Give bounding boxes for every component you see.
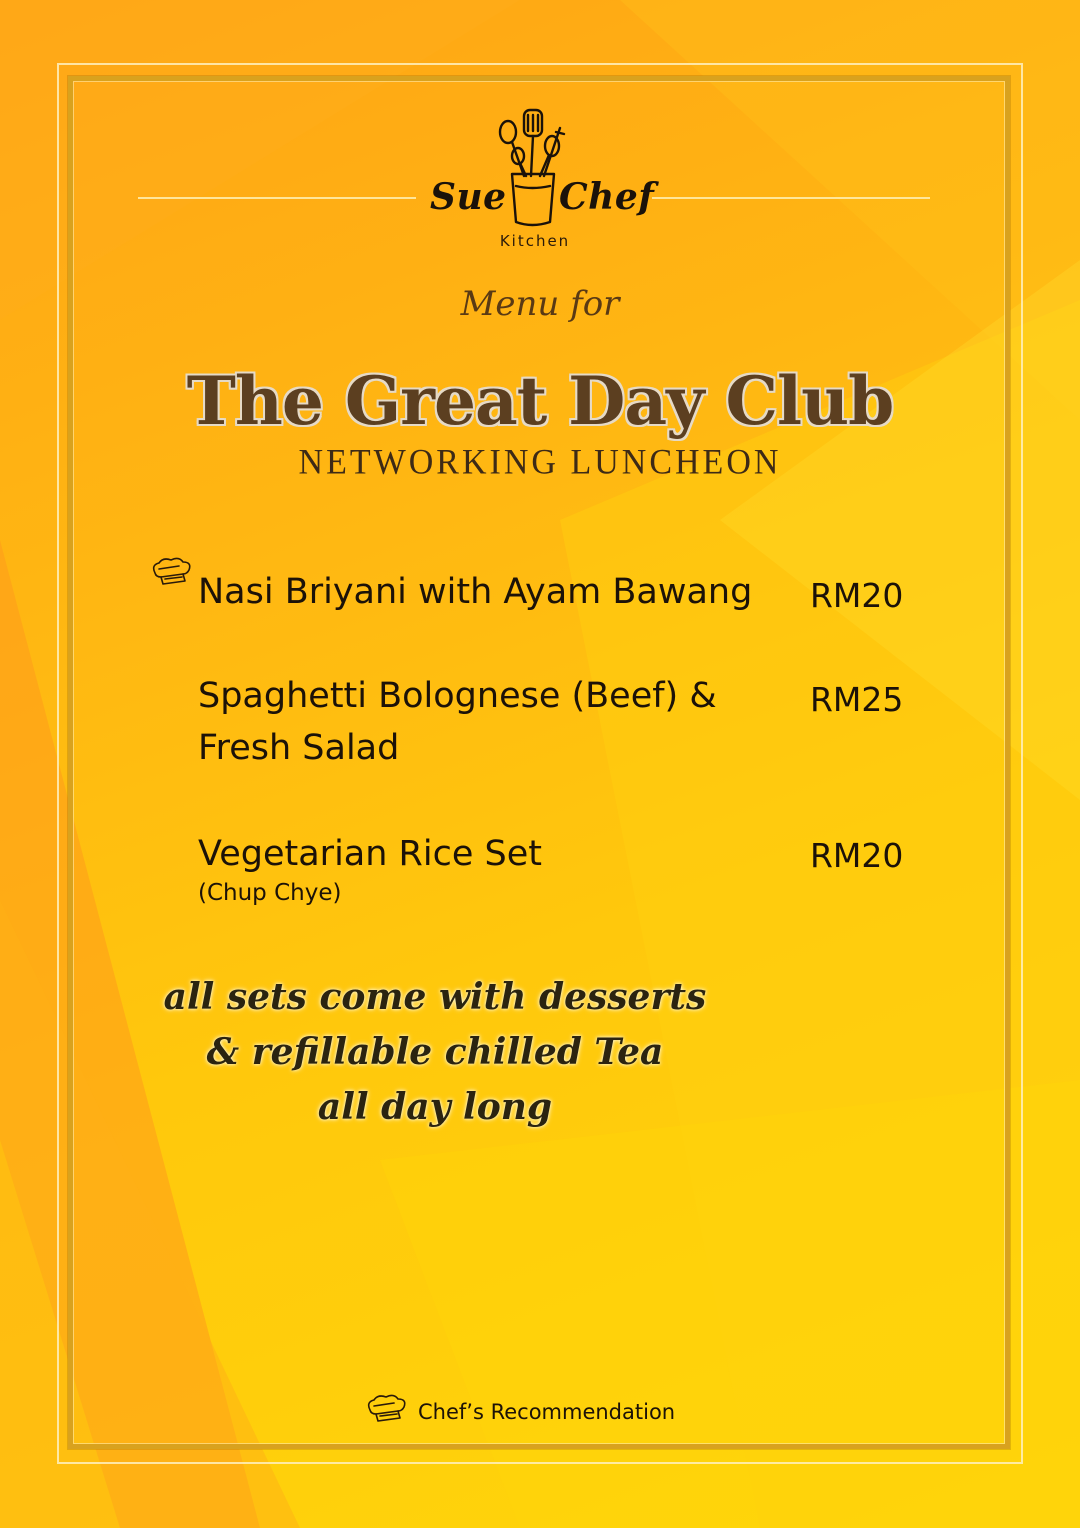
menu-item-note: (Chup Chye) [198,880,342,906]
header-rule-left [138,197,416,199]
brand-subtitle: Kitchen [499,232,571,250]
inclusions-note [150,970,720,1135]
brand-name-left: Sue [430,176,507,218]
page-title: The Great Day Club [186,362,894,440]
menu-item-name-line: Spaghetti Bolognese (Beef) & [198,676,717,716]
menu-item-price: RM25 [810,680,904,719]
chef-hat-icon [149,557,195,587]
menu-item-name: Nasi Briyani with Ayam Bawang [198,572,753,612]
menu-for-heading: Menu for [460,284,620,324]
inclusions-line: all sets come with desserts [163,976,707,1018]
inclusions-line: all day long [317,1086,553,1128]
chef-hat-icon [364,1394,410,1424]
menu-item-price: RM20 [810,576,904,615]
header-rule-right [652,197,930,199]
page-subtitle: NETWORKING LUNCHEON [298,443,782,482]
brand-name-right: Chef [559,176,655,218]
menu-item-name [198,670,778,774]
menu-item-price: RM20 [810,836,904,875]
menu-item-name: Vegetarian Rice Set [198,834,542,874]
menu-item-name-line: Fresh Salad [198,728,400,768]
legend-label: Chef’s Recommendation [418,1400,676,1424]
inclusions-line: & refillable chilled Tea [206,1031,664,1073]
